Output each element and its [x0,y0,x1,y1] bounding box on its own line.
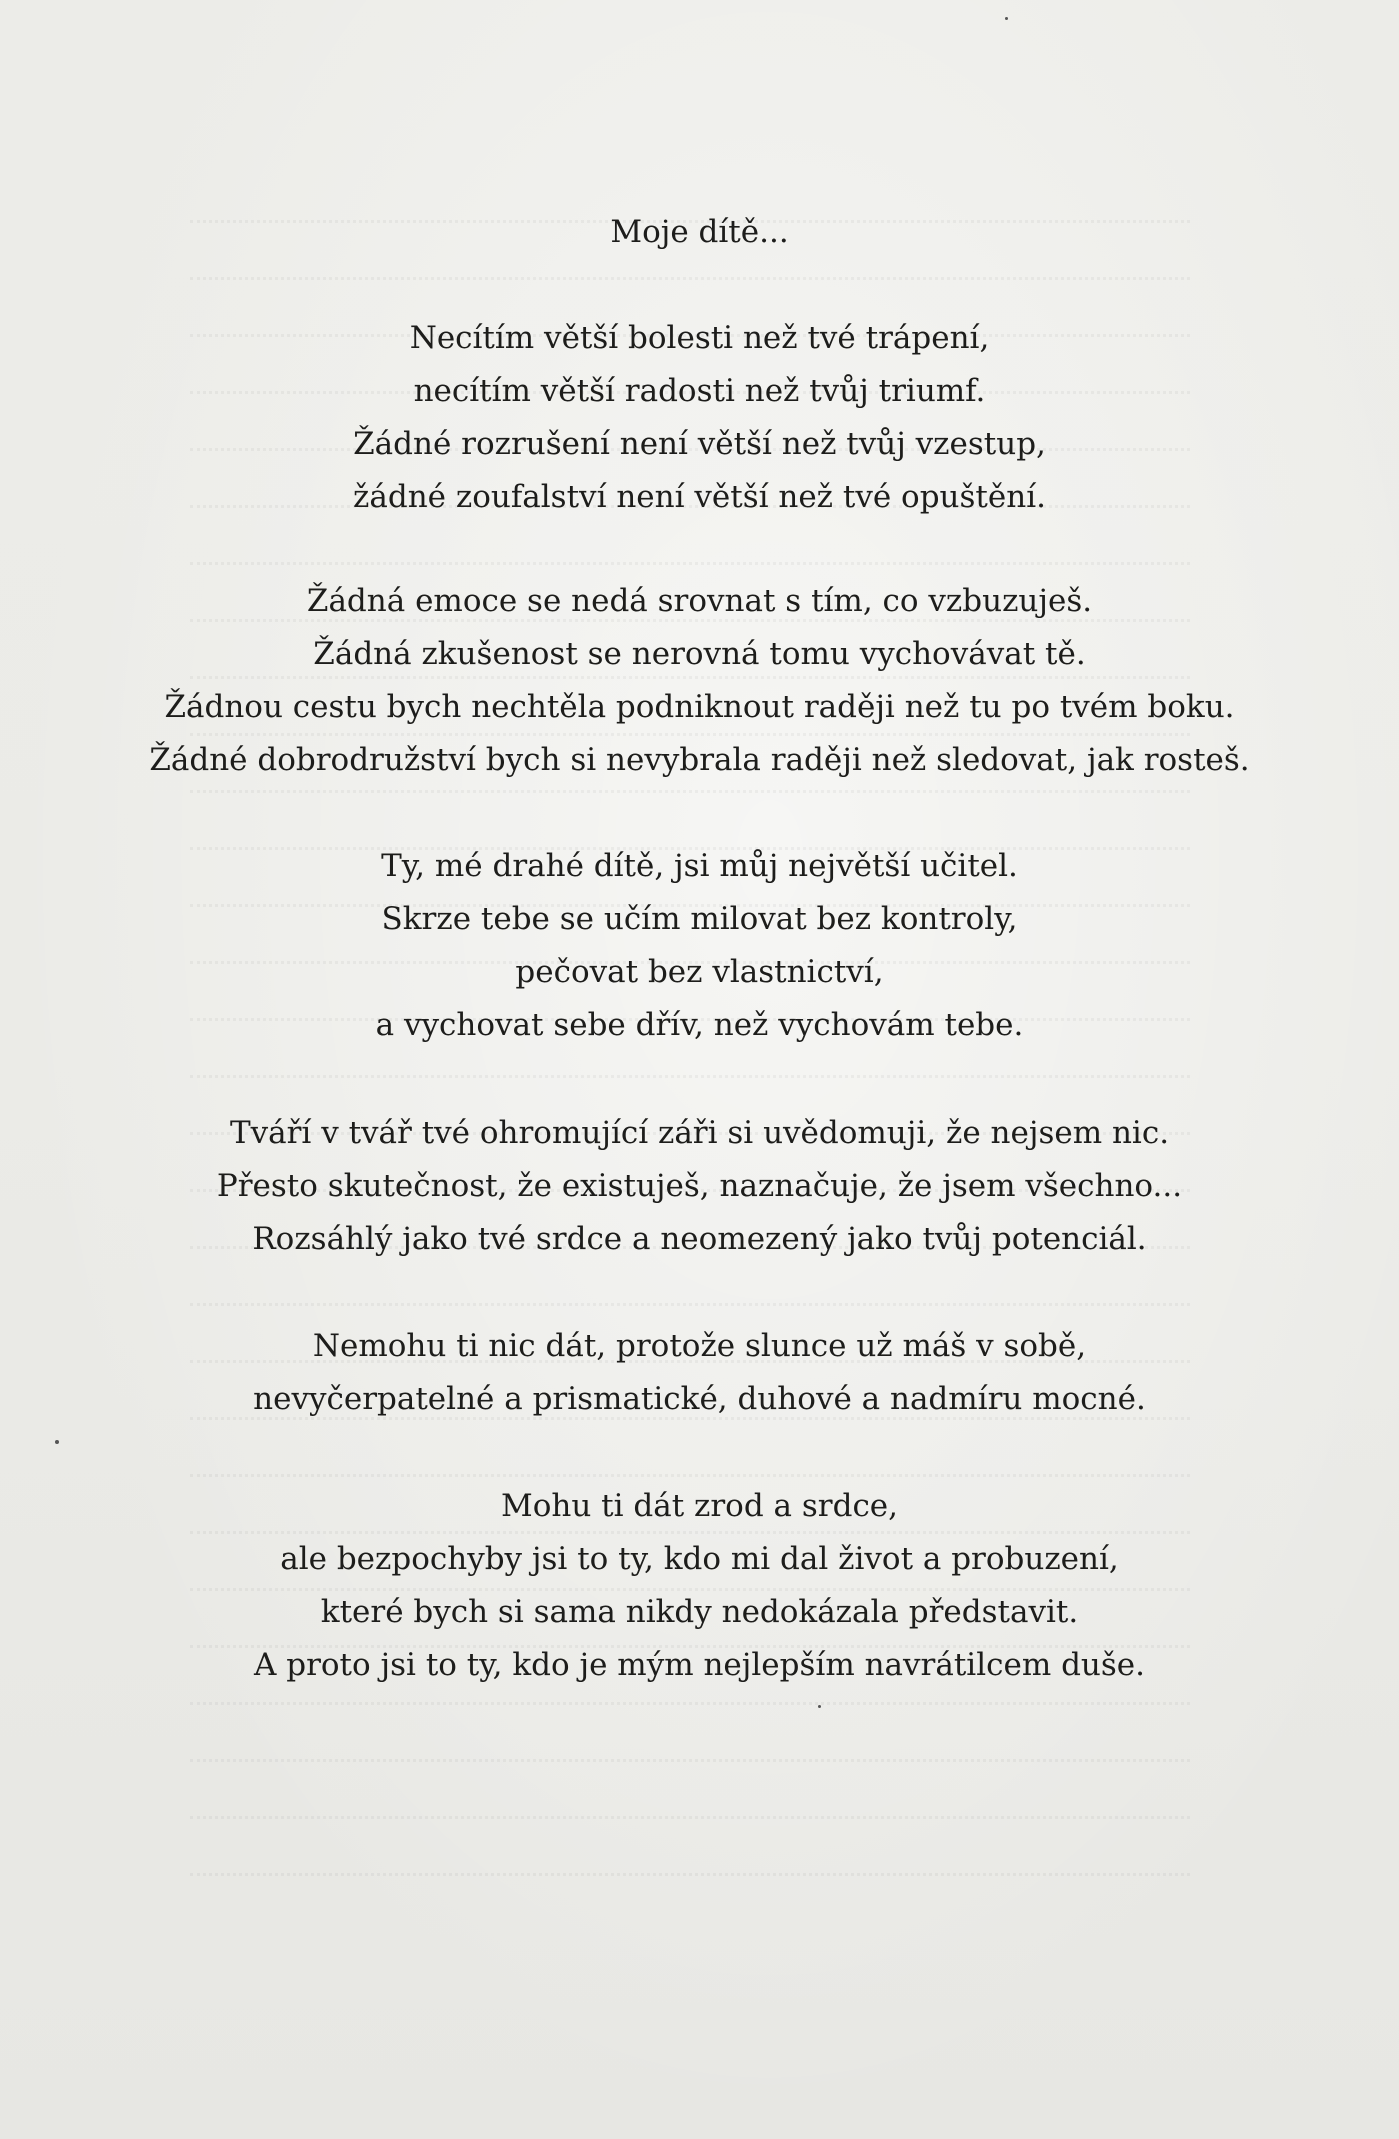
poem-title: Moje dítě... [610,214,789,250]
poem-line: ale bezpochyby jsi to ty, kdo mi dal život a probuzení, [280,1541,1119,1577]
poem-line: Necítím větší bolesti než tvé trápení, [409,320,990,356]
show-through-line [190,1454,1190,1477]
stanza-4 [0,1107,1399,1266]
poem-line: Žádnou cestu bych nechtěla podniknout raději než tu po tvém boku. [164,689,1235,725]
show-through-line [190,1283,1190,1306]
poem-line: Žádné dobrodružství bych si nevybrala raději než sledovat, jak rosteš. [149,742,1250,778]
show-through-line [190,542,1190,565]
poem-line: Žádná emoce se nedá srovnat s tím, co vzbuzuješ. [306,583,1093,619]
poem-line: A proto jsi to ty, kdo je mým nejlepším navrátilcem duše. [253,1647,1145,1683]
paper-speck [818,1705,821,1708]
stanza-6 [0,1480,1399,1692]
poem-line: Rozsáhlý jako tvé srdce a neomezený jako tvůj potenciál. [252,1221,1147,1257]
show-through-line [190,1055,1190,1078]
show-through-line [190,1853,1190,1876]
poem-line: žádné zoufalství není větší než tvé opuštění. [353,479,1046,515]
poem-line: Nemohu ti nic dát, protože slunce už máš v sobě, [312,1328,1087,1364]
poem-line: Tváří v tvář tvé ohromující záři si uvědomuji, že nejsem nic. [229,1115,1170,1151]
poem-line: Ty, mé drahé dítě, jsi můj největší učitel. [381,848,1018,884]
show-through-line [190,1796,1190,1819]
show-through-line [190,1739,1190,1762]
show-through-line [190,257,1190,280]
poem-line: necítím větší radosti než tvůj triumf. [413,373,986,409]
poem-line: a vychovat sebe dřív, než vychovám tebe. [375,1007,1024,1043]
paper-speck [55,1440,59,1444]
poem-line: pečovat bez vlastnictví, [515,954,884,990]
stanza-2 [0,575,1399,787]
stanza-5 [0,1320,1399,1426]
poem-line: Skrze tebe se učím milovat bez kontroly, [381,901,1018,937]
poem-line: Mohu ti dát zrod a srdce, [500,1488,899,1524]
poem-line: které bych si sama nikdy nedokázala představit. [320,1594,1079,1630]
poem-line: Žádná zkušenost se nerovná tomu vychovávat tě. [313,636,1086,672]
stanza-1 [0,312,1399,524]
poem-line: Přesto skutečnost, že existuješ, naznačuje, že jsem všechno... [216,1168,1183,1204]
stanza-3 [0,840,1399,1052]
poem-line: nevyčerpatelné a prismatické, duhové a nadmíru mocné. [253,1381,1146,1417]
paper-speck [1005,17,1008,20]
poem-line: Žádné rozrušení není větší než tvůj vzestup, [353,426,1046,462]
